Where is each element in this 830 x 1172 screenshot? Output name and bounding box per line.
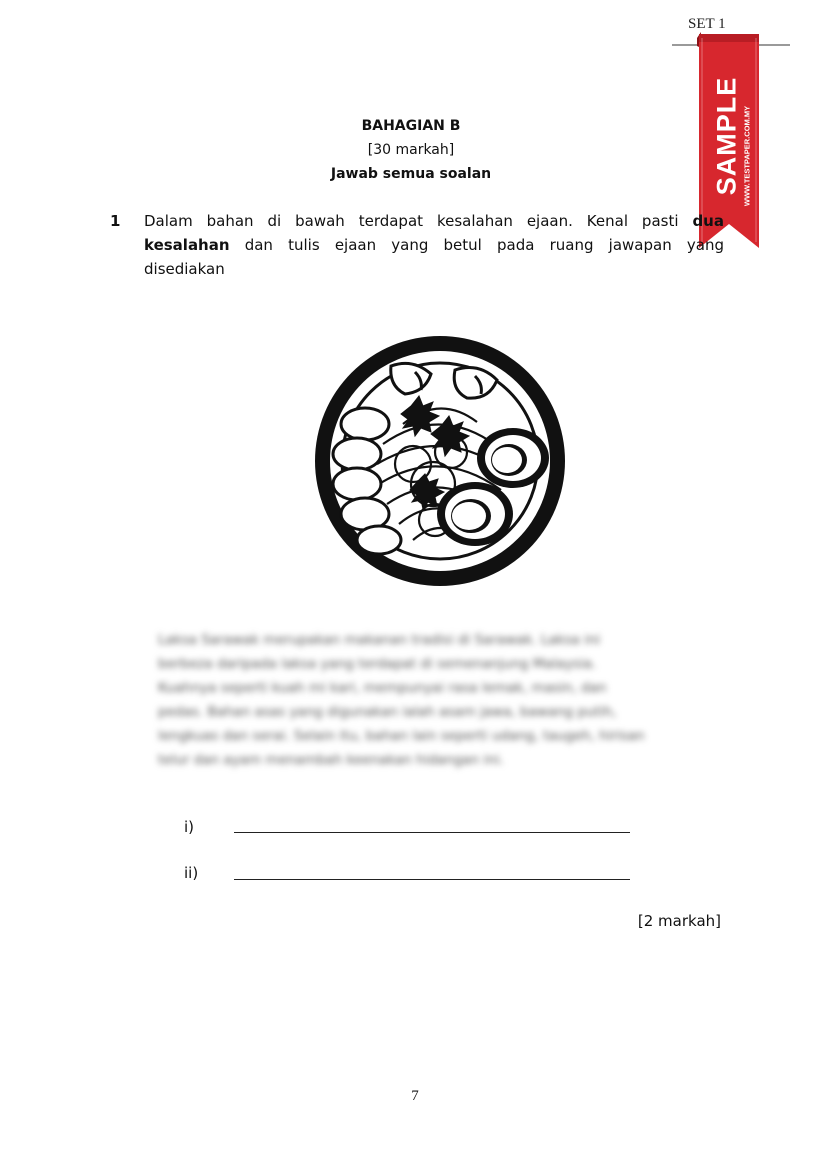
passage-line: Laksa Sarawak merupakan makanan tradisi di Sarawak. Laksa ini [158,632,601,648]
passage-line: Kuahnya seperti kuah mi kari, mempunyai rasa lemak, masin, dan [158,680,607,696]
ribbon-url: WWW.TESTPAPER.COM.MY [742,105,752,207]
section-title: BAHAGIAN B [361,118,461,134]
question-marks: [2 markah] [637,912,721,930]
section-instruction: Jawab semua soalan [330,166,492,182]
passage-line: pedas. Bahan asas yang digunakan ialah asam jawa, bawang putih, [158,704,617,720]
question-line-1 [144,212,724,230]
answer-line-ii[interactable] [234,879,630,880]
page-number: 7 [411,1088,419,1104]
set-label: SET 1 [688,16,726,32]
section-marks: [30 markah] [367,142,455,158]
laksa-bowl-icon [313,334,567,588]
ribbon-word: SAMPLE [711,76,742,196]
question-number: 1 [110,212,121,230]
passage-line: lengkuas dan serai. Selain itu, bahan lain seperti udang, taugeh, hirisan [158,728,645,744]
passage-line: telur dan ayam menambah keenakan hidangan ini. [158,752,504,768]
answer-line-i[interactable] [234,832,630,833]
question-text-1: Dalam bahan di bawah terdapat kesalahan ejaan. Kenal pasti [144,212,679,230]
question-text-2: dan tulis ejaan yang betul pada ruang jawapan yang [244,236,724,254]
answer-label-i: i) [184,818,195,836]
question-bold-2: kesalahan [144,236,230,254]
passage-line: berbeza daripada laksa yang terdapat di semenanjung Malaysia. [158,656,597,672]
blurred-passage [158,628,728,772]
answer-label-ii: ii) [184,864,199,882]
question-line-3: disediakan [144,260,225,278]
question-bold-1: dua [692,212,724,230]
question-line-2 [144,236,724,254]
